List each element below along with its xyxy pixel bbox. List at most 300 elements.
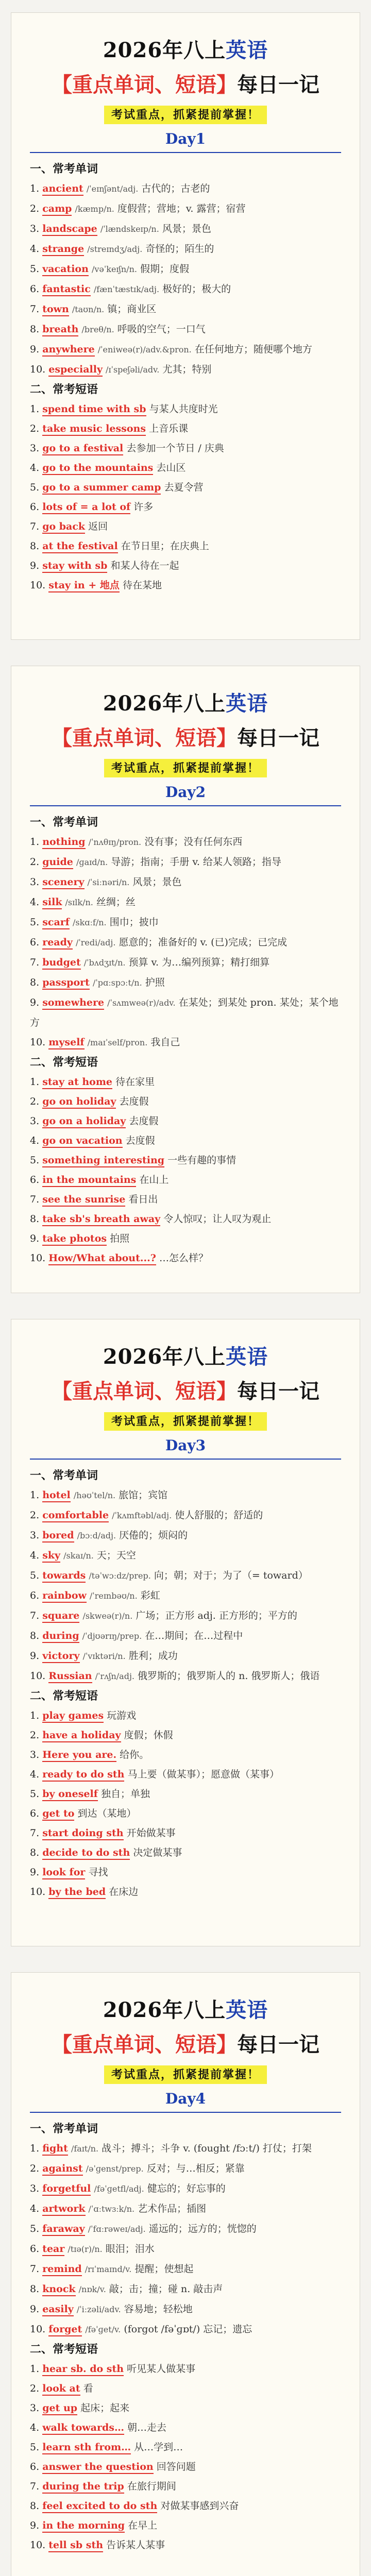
word-meaning: 广场；正方形 adj. 正方形的；平方的 (136, 1610, 297, 1621)
word-phonetic: /fænˈtæstɪk/adj. (93, 284, 160, 294)
exam-tip-banner: 考试重点，抓紧提前掌握！ (104, 106, 267, 124)
word-term: against (42, 2163, 82, 2176)
word-term: tear (42, 2243, 64, 2256)
word-item (30, 2219, 341, 2239)
phrase-meaning: 从…学到… (134, 2442, 183, 2453)
word-term: anywhere (42, 344, 95, 357)
item-number: 6. (30, 1808, 40, 1819)
phrase-term: How/What about...? (48, 1252, 156, 1265)
phrase-item (30, 1170, 341, 1190)
item-number: 3. (30, 1530, 40, 1541)
card-title (30, 39, 341, 62)
word-term: bored (42, 1530, 74, 1543)
phrase-list (30, 1706, 341, 1902)
word-phonetic: /rɪˈmaɪnd/v. (85, 2264, 132, 2274)
phrase-term: get up (42, 2402, 77, 2415)
day-label: Day3 (165, 1437, 206, 1454)
phrase-item (30, 1745, 341, 1765)
phrase-term: during the trip (42, 2481, 124, 2494)
item-number: 7. (30, 2481, 40, 2492)
section-phrases-heading: 二、常考短语 (30, 383, 98, 396)
title-en: 英语 (226, 1998, 268, 2022)
phrase-term: by oneself (42, 1788, 98, 1801)
item-number: 5. (30, 2442, 40, 2453)
word-meaning: 敲；击；撞；碰 n. 敲击声 (109, 2283, 223, 2295)
word-item (30, 239, 341, 259)
word-item (30, 1666, 341, 1686)
phrase-item (30, 1111, 341, 1131)
word-meaning: 丝绸；丝 (96, 896, 136, 908)
word-meaning: 没有事；没有任何东西 (144, 836, 243, 848)
section-phrases-heading: 二、常考短语 (30, 1689, 98, 1703)
item-number: 5. (30, 482, 40, 493)
phrase-meaning: 听见某人做某事 (127, 2363, 196, 2375)
word-term: forgetful (42, 2183, 91, 2196)
word-meaning: 风景；景色 (162, 223, 211, 234)
word-phonetic: /breθ/n. (81, 325, 114, 334)
vocab-card-2 (11, 666, 360, 1293)
word-phonetic: /streɪndʒ/adj. (87, 244, 143, 254)
word-phonetic: /əˈɡenst/prep. (86, 2164, 144, 2174)
word-meaning: 在…期间；在…过程中 (145, 1630, 243, 1641)
phrase-item (30, 2418, 341, 2437)
phrase-item (30, 2477, 341, 2496)
phrase-meaning: 在早上 (128, 2520, 158, 2531)
word-meaning: 战斗；搏斗；斗争 v. (fought /fɔːt/) 打仗；打架 (102, 2143, 312, 2154)
word-term: nothing (42, 836, 85, 849)
word-item (30, 993, 341, 1032)
word-item (30, 2179, 341, 2199)
subtitle-red: 【重点单词、短语】 (52, 726, 237, 750)
item-number: 2. (30, 2383, 40, 2394)
phrase-term: by the bed (48, 1886, 106, 1899)
item-number: 6. (30, 1590, 40, 1601)
card-title (30, 692, 341, 716)
title-prefix: 2026年八上 (103, 1345, 226, 1369)
item-number: 9. (30, 2303, 40, 2315)
item-number: 3. (30, 443, 40, 454)
phrase-item (30, 1882, 341, 1902)
word-phonetic: /təˈwɔːdz/prep. (89, 1571, 151, 1581)
phrase-term: go to a festival (42, 443, 123, 455)
word-meaning: 在任何地方；随便哪个地方 (194, 344, 312, 355)
phrase-term: feel excited to do sth (42, 2500, 157, 2513)
phrase-item (30, 1092, 341, 1111)
subtitle-black: 每日一记 (237, 1379, 319, 1403)
phrase-term: start doing sth (42, 1827, 123, 1840)
word-phonetic: /bɔːd/adj. (77, 1531, 116, 1540)
item-number: 4. (30, 462, 40, 473)
item-number: 8. (30, 2500, 40, 2512)
phrase-meaning: 待在家里 (115, 1076, 155, 1088)
word-meaning: 反对；与…相反；紧靠 (146, 2163, 245, 2174)
item-number: 10. (30, 1886, 46, 1897)
section-words-heading: 一、常考单词 (30, 816, 98, 829)
word-meaning: 艺术作品；插图 (138, 2203, 207, 2214)
phrase-item (30, 438, 341, 458)
phrase-item (30, 1229, 341, 1248)
item-number: 5. (30, 917, 40, 928)
phrase-meaning: 在旅行期间 (127, 2481, 176, 2492)
item-number: 4. (30, 2203, 40, 2214)
word-phonetic: /skɑːf/n. (73, 918, 107, 927)
word-term: somewhere (42, 997, 104, 1010)
day-divider (30, 152, 341, 153)
word-item (30, 179, 341, 199)
word-term: camp (42, 203, 72, 216)
word-term: scarf (42, 917, 70, 929)
item-number: 3. (30, 223, 40, 234)
item-number: 7. (30, 1827, 40, 1839)
word-phonetic: /ˈredi/adj. (75, 938, 116, 947)
subtitle-red: 【重点单词、短语】 (52, 73, 237, 97)
phrase-term: go on vacation (42, 1135, 122, 1148)
item-number: 6. (30, 501, 40, 513)
vocab-card-4 (11, 1972, 360, 2576)
item-number: 8. (30, 1213, 40, 1225)
word-item (30, 2159, 341, 2179)
phrase-term: lots of = a lot of (42, 501, 130, 514)
word-phonetic: /ˈvɪktəri/n. (82, 1651, 126, 1661)
word-term: silk (42, 896, 62, 909)
phrase-item (30, 1248, 341, 1268)
item-number: 3. (30, 2183, 40, 2194)
card-subtitle (30, 1379, 341, 1404)
word-item (30, 1526, 341, 1546)
word-list (30, 832, 341, 1053)
phrase-term: at the festival (42, 540, 118, 553)
subtitle-red: 【重点单词、短语】 (52, 1379, 237, 1403)
word-phonetic: /ˈlændskeɪp/n. (100, 224, 159, 234)
item-number: 9. (30, 1233, 40, 1244)
word-item (30, 1626, 341, 1646)
title-en: 英语 (226, 691, 268, 716)
word-meaning: 护照 (145, 977, 165, 988)
word-term: vacation (42, 263, 89, 276)
item-number: 1. (30, 183, 40, 194)
card-subtitle (30, 2032, 341, 2057)
phrase-meaning: 一些有趣的事情 (167, 1155, 237, 1166)
item-number: 8. (30, 540, 40, 552)
word-list (30, 2139, 341, 2340)
item-number: 1. (30, 2143, 40, 2154)
phrase-term: spend time with sb (42, 403, 146, 416)
phrase-item (30, 1190, 341, 1209)
item-number: 9. (30, 2520, 40, 2531)
word-meaning: 在某处；到某处 pron. 某处；某个地方 (30, 997, 339, 1028)
phrase-term: stay in + 地点 (48, 580, 120, 592)
word-meaning: 假期；度假 (140, 263, 190, 275)
phrase-item (30, 1072, 341, 1092)
word-term: easily (42, 2303, 74, 2316)
item-number: 6. (30, 937, 40, 948)
word-item (30, 872, 341, 892)
item-number: 4. (30, 1135, 40, 1146)
item-number: 6. (30, 283, 40, 295)
phrase-item (30, 1209, 341, 1229)
item-number: 1. (30, 1710, 40, 1721)
phrase-item (30, 517, 341, 536)
phrase-meaning: 给你。 (120, 1749, 149, 1760)
word-phonetic: /ˈdjʊərɪŋ/prep. (82, 1631, 142, 1641)
phrase-meaning: 玩游戏 (107, 1710, 137, 1721)
section-words-heading: 一、常考单词 (30, 162, 98, 176)
phrase-meaning: 去山区 (156, 462, 186, 473)
word-meaning: 提醒；使想起 (134, 2263, 194, 2275)
item-number: 7. (30, 1194, 40, 1205)
word-phonetic: /kæmp/n. (75, 204, 114, 214)
phrase-term: see the sunrise (42, 1194, 125, 1207)
item-number: 5. (30, 2223, 40, 2234)
word-term: scenery (42, 876, 84, 889)
item-number: 3. (30, 2402, 40, 2414)
item-number: 2. (30, 423, 40, 434)
phrase-item (30, 536, 341, 556)
word-phonetic: /fəˈɡetfl/adj. (94, 2184, 144, 2194)
word-list (30, 1485, 341, 1686)
word-meaning: 预算 v. 为…编列预算；精打细算 (128, 957, 270, 968)
word-phonetic: /ɡaɪd/n. (76, 857, 108, 867)
word-term: guide (42, 856, 73, 869)
phrase-meaning: 独自；单独 (100, 1788, 150, 1800)
word-item (30, 299, 341, 319)
phrase-meaning: 与某人共度时光 (149, 403, 218, 415)
item-number: 8. (30, 324, 40, 335)
phrase-meaning: 回答问题 (156, 2461, 196, 2472)
card-subtitle (30, 726, 341, 751)
item-number: 2. (30, 1730, 40, 1741)
phrase-term: go back (42, 521, 85, 534)
word-item (30, 1032, 341, 1053)
phrase-term: walk towards… (42, 2422, 124, 2435)
item-number: 10. (30, 364, 46, 375)
item-number: 9. (30, 344, 40, 355)
item-number: 7. (30, 521, 40, 532)
word-item (30, 2319, 341, 2340)
item-number: 1. (30, 1489, 40, 1501)
phrase-term: get to (42, 1808, 74, 1821)
word-term: towards (42, 1570, 86, 1583)
phrase-item (30, 2535, 341, 2555)
subtitle-black: 每日一记 (237, 73, 319, 97)
word-meaning: 导游；指南；手册 v. 给某人领路；指导 (111, 856, 281, 868)
phrase-term: stay with sb (42, 560, 107, 573)
word-term: ready (42, 937, 73, 950)
item-number: 2. (30, 203, 40, 214)
word-item (30, 219, 341, 239)
phrase-item (30, 1784, 341, 1804)
word-item (30, 319, 341, 340)
phrase-term: ready to do sth (42, 1769, 124, 1782)
word-phonetic: /həʊˈtel/n. (73, 1490, 116, 1500)
word-meaning: 俄罗斯的；俄罗斯人的 n. 俄罗斯人；俄语 (138, 1670, 320, 1682)
item-number: 10. (30, 2539, 46, 2551)
item-number: 2. (30, 1096, 40, 1107)
item-number: 8. (30, 1847, 40, 1858)
word-meaning: 厌倦的；烦闷的 (119, 1530, 188, 1541)
word-meaning: 风景；景色 (132, 876, 182, 888)
word-meaning: 极好的；极大的 (162, 283, 231, 295)
word-phonetic: /ˈrʌʃn/adj. (95, 1671, 134, 1681)
word-term: during (42, 1630, 79, 1643)
phrase-meaning: 在山上 (139, 1174, 169, 1185)
phrase-item (30, 1843, 341, 1862)
day-divider (30, 805, 341, 806)
phrase-term: take photos (42, 1233, 107, 1246)
word-phonetic: /nɒk/v. (78, 2284, 106, 2294)
item-number: 3. (30, 876, 40, 888)
item-number: 1. (30, 403, 40, 415)
phrase-term: look at (42, 2383, 80, 2396)
item-number: 10. (30, 2324, 46, 2335)
word-meaning: 古代的；古老的 (141, 183, 210, 194)
word-term: Russian (48, 1670, 92, 1683)
day-label: Day2 (165, 784, 206, 801)
phrase-meaning: 马上要（做某事）；愿意做（某事） (127, 1769, 280, 1780)
word-item (30, 852, 341, 872)
word-meaning: 向；朝；对于；为了（= toward） (154, 1570, 308, 1581)
word-phonetic: /taʊn/n. (72, 304, 105, 314)
phrase-item (30, 1725, 341, 1745)
word-phonetic: /ˈeɪnʃənt/adj. (86, 184, 139, 194)
item-number: 2. (30, 2163, 40, 2174)
word-list (30, 179, 341, 380)
word-meaning: 镇；商业区 (107, 303, 157, 315)
phrase-meaning: 去度假 (119, 1096, 149, 1107)
title-en: 英语 (226, 1345, 268, 1369)
phrase-meaning: 对做某事感到兴奋 (160, 2500, 239, 2512)
item-number: 9. (30, 997, 40, 1008)
word-meaning: 奇怪的；陌生的 (145, 243, 214, 255)
phrase-meaning: 待在某地 (122, 580, 162, 591)
item-number: 6. (30, 1174, 40, 1185)
item-number: 10. (30, 1037, 46, 1048)
exam-tip-banner: 考试重点，抓紧提前掌握！ (104, 759, 267, 777)
item-number: 4. (30, 2422, 40, 2433)
word-term: sky (42, 1550, 60, 1563)
word-meaning: 彩虹 (140, 1590, 160, 1601)
item-number: 2. (30, 1510, 40, 1521)
section-phrases-heading: 二、常考短语 (30, 2343, 98, 2356)
word-term: victory (42, 1650, 79, 1663)
phrase-meaning: 告诉某人某事 (106, 2539, 165, 2551)
phrase-term: in the mountains (42, 1174, 136, 1187)
word-meaning: 健忘的；好忘事的 (147, 2183, 226, 2194)
phrase-term: hear sb. do sth (42, 2363, 124, 2376)
day-label: Day4 (165, 2090, 206, 2107)
word-item (30, 1485, 341, 1505)
word-term: ancient (42, 183, 83, 196)
word-term: forget (48, 2324, 82, 2336)
word-phonetic: /ɪˈspeʃəli/adv. (106, 365, 160, 375)
word-term: landscape (42, 223, 97, 236)
item-number: 3. (30, 1115, 40, 1127)
word-item (30, 340, 341, 360)
phrase-item (30, 2516, 341, 2535)
word-meaning: 旅馆；宾馆 (119, 1489, 168, 1501)
word-item (30, 2139, 341, 2159)
phrase-term: in the morning (42, 2520, 125, 2533)
word-phonetic: /maɪˈself/pron. (87, 1038, 148, 1047)
word-phonetic: /ˈɑːtwɜːk/n. (88, 2204, 135, 2214)
word-meaning: 胜利；成功 (128, 1650, 178, 1662)
item-number: 4. (30, 243, 40, 255)
phrase-item (30, 1804, 341, 1823)
word-term: knock (42, 2283, 75, 2296)
word-meaning: 尤其；特别 (162, 364, 212, 375)
phrase-list (30, 2359, 341, 2555)
word-item (30, 892, 341, 912)
phrase-meaning: 返回 (88, 521, 108, 532)
item-number: 7. (30, 303, 40, 315)
word-item (30, 933, 341, 953)
word-item (30, 1505, 341, 1526)
word-item (30, 2259, 341, 2279)
word-item (30, 1606, 341, 1626)
vocab-card-1 (11, 12, 360, 640)
word-item (30, 279, 341, 299)
word-term: square (42, 1610, 79, 1623)
item-number: 8. (30, 1630, 40, 1641)
word-item (30, 2299, 341, 2319)
phrase-meaning: 去参加一个节日 / 庆典 (126, 443, 224, 454)
item-number: 8. (30, 977, 40, 988)
word-meaning: 呼吸的空气；一口气 (117, 324, 206, 335)
phrase-meaning: 在床边 (109, 1886, 139, 1897)
word-term: hotel (42, 1489, 71, 1502)
phrase-meaning: 和某人待在一起 (110, 560, 179, 571)
word-item (30, 1566, 341, 1586)
word-meaning: 容易地；轻松地 (124, 2303, 193, 2315)
phrase-term: Here you are. (42, 1749, 116, 1762)
word-term: budget (42, 957, 81, 970)
word-term: fantastic (42, 283, 91, 296)
word-meaning: 我自己 (150, 1037, 180, 1048)
word-item (30, 973, 341, 993)
word-item (30, 2239, 341, 2259)
phrase-item (30, 1150, 341, 1170)
word-meaning: 围巾；披巾 (109, 917, 159, 928)
word-term: town (42, 303, 69, 316)
word-phonetic: /ˈkʌmftəbl/adj. (112, 1511, 172, 1520)
word-phonetic: /ˈiːzəli/adv. (76, 2304, 121, 2314)
title-prefix: 2026年八上 (103, 1998, 226, 2022)
section-words-heading: 一、常考单词 (30, 1469, 98, 1482)
phrase-item (30, 556, 341, 575)
phrase-item (30, 1823, 341, 1843)
exam-tip-banner: 考试重点，抓紧提前掌握！ (104, 2065, 267, 2084)
vocab-card-3 (11, 1319, 360, 1946)
word-term: breath (42, 324, 78, 336)
phrase-meaning: 令人惊叹；让人叹为观止 (163, 1213, 272, 1225)
phrase-list (30, 1072, 341, 1268)
phrase-list (30, 399, 341, 595)
item-number: 7. (30, 1610, 40, 1621)
phrase-meaning: 去度假 (125, 1135, 155, 1146)
item-number: 7. (30, 957, 40, 968)
word-phonetic: /skaɪ/n. (63, 1551, 94, 1561)
word-term: comfortable (42, 1510, 109, 1522)
subtitle-red: 【重点单词、短语】 (52, 2032, 237, 2057)
subtitle-black: 每日一记 (237, 2032, 319, 2057)
item-number: 8. (30, 2283, 40, 2295)
word-meaning: 天；天空 (96, 1550, 136, 1561)
phrase-item (30, 2437, 341, 2457)
item-number: 3. (30, 1749, 40, 1760)
exam-tip-banner: 考试重点，抓紧提前掌握！ (104, 1412, 267, 1431)
word-term: remind (42, 2263, 82, 2276)
word-term: strange (42, 243, 84, 256)
